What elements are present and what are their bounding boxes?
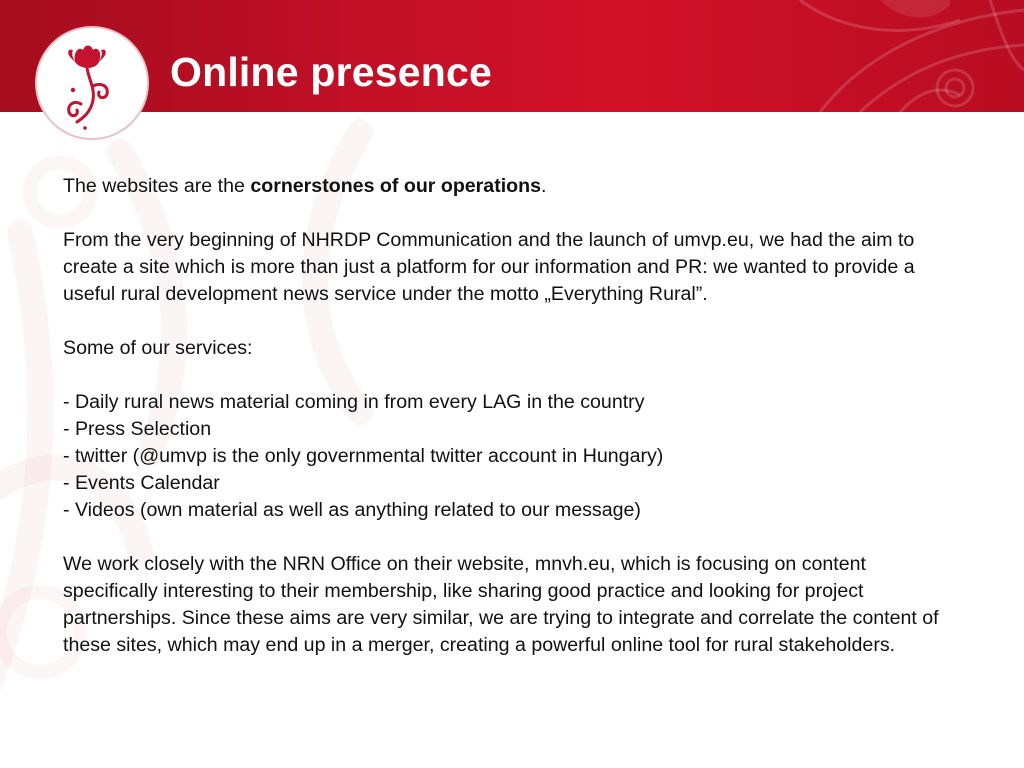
header-band — [0, 0, 1024, 112]
list-item: - Daily rural news material coming in from every LAG in the country — [63, 391, 645, 413]
intro-emphasis: cornerstones of our operations — [250, 175, 542, 197]
slide-title: Online presence — [170, 49, 493, 95]
slide-body — [63, 173, 943, 659]
list-item: - Events Calendar — [63, 472, 220, 494]
services-heading: Some of our services: — [63, 337, 253, 359]
list-item: - twitter (@umvp is the only governmental twitter account in Hungary) — [63, 445, 664, 467]
services-list — [63, 389, 943, 524]
spacer — [63, 308, 943, 335]
intro-prefix: The websites are the — [63, 175, 251, 197]
spacer — [63, 362, 943, 389]
spacer — [63, 524, 943, 551]
intro-paragraph — [63, 173, 943, 200]
spacer — [63, 200, 943, 227]
history-paragraph: From the very beginning of NHRDP Communication and the launch of umvp.eu, we had the aim to create a site which is more than just a platform for our information and PR: we wanted to provide a useful rural development news service under the motto „Everything Rural”. — [63, 229, 915, 305]
list-item: - Press Selection — [63, 418, 212, 440]
header-swirl-decoration — [0, 0, 1024, 112]
nrn-paragraph: We work closely with the NRN Office on their website, mnvh.eu, which is focusing on content specifically interesting to their membership, like sharing good practice and looking for project partnerships. Since these aims are very similar, we are trying to integrate and correlate the content of these sites, which may end up in a merger, creating a powerful online tool for rural stakeholders. — [63, 553, 939, 656]
tulip-flower-logo-icon — [37, 28, 147, 138]
intro-suffix: . — [541, 175, 547, 197]
logo-badge — [37, 28, 147, 138]
list-item: - Videos (own material as well as anything related to our message) — [63, 499, 641, 521]
